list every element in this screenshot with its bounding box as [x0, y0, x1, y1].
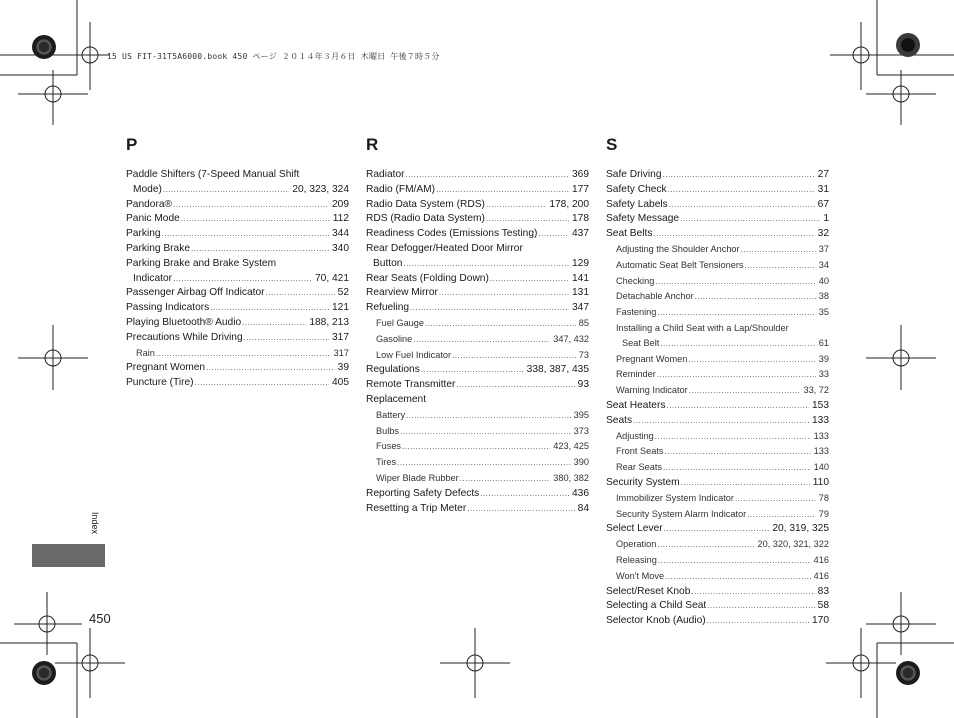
entry-pages[interactable]: 340 — [332, 242, 349, 254]
index-subentry — [606, 336, 829, 352]
index-entry — [366, 242, 589, 257]
leader-dots — [436, 183, 569, 198]
entry-label: Immobilizer System Indicator — [616, 492, 734, 503]
index-subentry — [366, 471, 589, 487]
leader-dots — [655, 430, 811, 445]
index-subentry — [606, 460, 829, 476]
entry-label: Fuel Gauge — [376, 317, 425, 328]
entry-label: Pregnant Women — [616, 353, 688, 364]
index-entry — [366, 227, 589, 242]
index-subentry — [606, 383, 829, 399]
entry-pages[interactable]: 437 — [572, 228, 589, 240]
leader-dots — [657, 538, 754, 553]
leader-dots — [467, 502, 574, 517]
index-entry — [606, 599, 829, 614]
entry-pages[interactable]: 1 — [823, 213, 829, 225]
index-entry — [606, 614, 829, 629]
entry-pages[interactable]: 416 — [813, 570, 829, 581]
leader-dots — [665, 570, 811, 585]
index-entry — [366, 272, 589, 287]
section-letter: P — [126, 135, 138, 154]
entry-pages[interactable]: 34 — [818, 259, 829, 270]
index-subentry — [606, 242, 829, 258]
index-subentry — [606, 569, 829, 585]
entry-label: Front Seats — [616, 446, 664, 457]
entry-label: Seat Belts — [606, 228, 653, 240]
entry-pages[interactable]: 338, 387, 435 — [526, 364, 589, 376]
leader-dots — [664, 522, 770, 537]
entry-pages[interactable]: 39 — [818, 353, 829, 364]
entry-label: Playing Bluetooth® Audio — [126, 316, 242, 328]
leader-dots — [460, 472, 551, 487]
entry-label: Paddle Shifters (7-Speed Manual Shift — [126, 169, 300, 180]
leader-dots — [425, 317, 576, 332]
entry-pages[interactable]: 178 — [572, 213, 589, 225]
index-subentry — [606, 444, 829, 460]
entry-pages[interactable]: 61 — [818, 337, 829, 348]
index-entry — [366, 286, 589, 301]
entry-label: Rear Defogger/Heated Door Mirror — [366, 242, 523, 254]
entry-label: Reminder — [616, 369, 656, 380]
entry-label: Precautions While Driving — [126, 331, 243, 343]
index-entry — [606, 168, 829, 183]
leader-dots — [406, 409, 571, 424]
index-subentry — [366, 316, 589, 332]
index-subentry — [606, 553, 829, 569]
leader-dots — [406, 168, 569, 183]
index-entry — [366, 257, 589, 272]
index-entry — [126, 361, 349, 376]
entry-pages[interactable]: 436 — [572, 487, 589, 499]
registration-target-top-right — [896, 33, 920, 57]
entry-pages[interactable]: 58 — [817, 600, 829, 612]
entry-pages[interactable]: 85 — [578, 317, 589, 328]
entry-label: Fastening — [616, 307, 657, 318]
index-column-r — [366, 135, 589, 516]
leader-dots — [413, 333, 550, 348]
leader-dots — [735, 492, 816, 507]
entry-pages[interactable]: 133 — [813, 430, 829, 441]
leader-dots — [400, 425, 571, 440]
entry-label: Button — [373, 257, 403, 269]
entry-pages[interactable]: 70, 421 — [315, 272, 349, 284]
index-subentry — [366, 439, 589, 455]
index-entry — [366, 198, 589, 213]
leader-dots — [741, 243, 816, 258]
entry-pages[interactable]: 347, 432 — [553, 333, 589, 344]
entry-label: Operation — [616, 539, 657, 550]
entry-label: Refueling — [366, 302, 410, 314]
leader-dots — [707, 599, 814, 614]
entry-label: Seat Belt — [622, 337, 660, 348]
entry-pages[interactable]: 52 — [337, 287, 349, 299]
index-subentry — [606, 274, 829, 290]
entry-pages[interactable]: 78 — [818, 492, 829, 503]
entry-pages[interactable]: 121 — [332, 302, 349, 314]
entry-label: Rear Seats — [616, 462, 662, 473]
entry-pages[interactable]: 380, 382 — [553, 472, 589, 483]
entry-pages[interactable]: 83 — [817, 585, 829, 597]
entry-pages[interactable]: 67 — [817, 198, 829, 210]
leader-dots — [490, 272, 569, 287]
index-subentry — [606, 537, 829, 553]
registration-target-top-left — [32, 35, 56, 59]
leader-dots — [410, 301, 569, 316]
leader-dots — [633, 414, 809, 429]
index-entry — [366, 363, 589, 378]
entry-pages[interactable]: 140 — [813, 462, 829, 473]
index-subentry — [606, 321, 829, 336]
index-entry — [366, 393, 589, 408]
entry-pages[interactable]: 131 — [572, 287, 589, 299]
index-subentry — [366, 408, 589, 424]
entry-pages[interactable]: 141 — [572, 272, 589, 284]
entry-label: Seat Heaters — [606, 399, 666, 411]
entry-label: Checking — [616, 275, 655, 286]
index-entry — [126, 331, 349, 346]
entry-pages[interactable]: 84 — [577, 502, 589, 514]
leader-dots — [162, 227, 329, 242]
index-entry — [366, 168, 589, 183]
index-entry — [606, 198, 829, 213]
entry-pages[interactable]: 317 — [333, 347, 349, 358]
index-subentry — [366, 348, 589, 364]
entry-label: Rain — [136, 347, 155, 358]
index-subentry — [606, 367, 829, 383]
entry-label: Resetting a Trip Meter — [366, 502, 467, 514]
leader-dots — [695, 290, 816, 305]
index-entry — [606, 227, 829, 242]
index-subentry — [606, 258, 829, 274]
index-subentry — [606, 305, 829, 321]
index-entry — [606, 399, 829, 414]
index-entry — [126, 198, 349, 213]
leader-dots — [242, 316, 306, 331]
index-entry — [606, 585, 829, 600]
leader-dots — [669, 198, 815, 213]
entry-pages[interactable]: 93 — [577, 379, 589, 391]
entry-pages[interactable]: 37 — [818, 243, 829, 254]
index-entry — [606, 476, 829, 491]
index-subentry — [366, 455, 589, 471]
index-side-label: Index — [90, 512, 100, 535]
index-subentry — [606, 507, 829, 523]
entry-label: Installing a Child Seat with a Lap/Shoulder — [616, 322, 789, 333]
leader-dots — [173, 198, 329, 213]
leader-dots — [486, 212, 569, 227]
entry-label: Selector Knob (Audio) — [606, 615, 706, 627]
index-entry — [126, 168, 349, 183]
leader-dots — [480, 487, 569, 502]
entry-label: Battery — [376, 409, 406, 420]
entry-label: Seats — [606, 414, 633, 426]
entry-label: Select/Reset Knob — [606, 585, 691, 597]
entry-label: Remote Transmitter — [366, 379, 456, 391]
entry-label: Gasoline — [376, 333, 413, 344]
entry-pages[interactable]: 129 — [572, 257, 589, 269]
entry-pages[interactable]: 31 — [817, 183, 829, 195]
entry-label: Safety Message — [606, 213, 680, 225]
entry-pages[interactable]: 112 — [332, 213, 349, 225]
entry-label: Mode) — [133, 183, 162, 195]
entry-label: Safety Check — [606, 183, 667, 195]
entry-pages[interactable]: 33, 72 — [803, 385, 829, 396]
leader-dots — [666, 399, 809, 414]
entry-pages[interactable]: 405 — [332, 377, 349, 389]
index-entry — [126, 286, 349, 301]
leader-dots — [688, 353, 815, 368]
entry-pages[interactable]: 390 — [573, 457, 589, 468]
leader-dots — [665, 445, 811, 460]
entry-pages[interactable]: 32 — [817, 228, 829, 240]
leader-dots — [403, 257, 569, 272]
entry-label: Warning Indicator — [616, 385, 688, 396]
leader-dots — [655, 275, 815, 290]
entry-label: Rearview Mirror — [366, 287, 438, 299]
entry-label: RDS (Radio Data System) — [366, 213, 485, 225]
leader-dots — [195, 376, 329, 391]
entry-label: Safety Labels — [606, 198, 668, 210]
entry-label: Passenger Airbag Off Indicator — [126, 287, 265, 299]
leader-dots — [657, 306, 815, 321]
index-entry — [126, 301, 349, 316]
leader-dots — [660, 337, 815, 352]
entry-label: Won't Move — [616, 570, 665, 581]
leader-dots — [421, 363, 524, 378]
leader-dots — [452, 349, 576, 364]
entry-pages[interactable]: 423, 425 — [553, 441, 589, 452]
entry-label: Wiper Blade Rubber — [376, 472, 459, 483]
entry-label: Regulations — [366, 364, 420, 376]
registration-target-bottom-right — [896, 661, 920, 685]
leader-dots — [681, 476, 810, 491]
entry-pages[interactable]: 20, 323, 324 — [292, 183, 349, 195]
registration-target-bottom-left — [32, 661, 56, 685]
entry-label: Security System Alarm Indicator — [616, 508, 747, 519]
entry-pages[interactable]: 39 — [337, 362, 349, 374]
entry-pages[interactable]: 110 — [812, 476, 829, 488]
entry-pages[interactable]: 317 — [332, 331, 349, 343]
index-entry — [606, 414, 829, 429]
entry-label: Releasing — [616, 554, 657, 565]
index-entry — [366, 212, 589, 227]
index-entry — [606, 183, 829, 198]
entry-pages[interactable]: 79 — [818, 508, 829, 519]
index-subentry — [126, 346, 349, 362]
entry-pages[interactable]: 178, 200 — [549, 198, 589, 210]
entry-pages[interactable]: 153 — [812, 399, 829, 411]
leader-dots — [402, 440, 550, 455]
leader-dots — [658, 554, 811, 569]
entry-pages[interactable]: 177 — [572, 183, 589, 195]
entry-label: Radio (FM/AM) — [366, 183, 436, 195]
leader-dots — [173, 272, 312, 287]
leader-dots — [680, 212, 820, 227]
index-entry — [366, 487, 589, 502]
entry-label: Puncture (Tire) — [126, 377, 194, 389]
entry-label: Panic Mode — [126, 213, 180, 225]
entry-label: Pregnant Women — [126, 362, 206, 374]
entry-label: Indicator — [133, 272, 173, 284]
index-column-p — [126, 135, 349, 391]
leader-dots — [707, 614, 809, 629]
index-entry — [126, 227, 349, 242]
entry-label: Security System — [606, 476, 680, 488]
index-entry — [126, 257, 349, 272]
index-entry — [366, 502, 589, 517]
entry-pages[interactable]: 20, 320, 321, 322 — [757, 539, 829, 550]
entry-pages[interactable]: 73 — [578, 349, 589, 360]
page-number: 450 — [89, 611, 111, 626]
entry-pages[interactable]: 395 — [573, 409, 589, 420]
entry-pages[interactable]: 373 — [573, 425, 589, 436]
entry-pages[interactable]: 416 — [813, 554, 829, 565]
index-entry — [606, 212, 829, 227]
entry-pages[interactable]: 344 — [332, 228, 349, 240]
index-entry — [606, 522, 829, 537]
leader-dots — [663, 168, 815, 183]
entry-label: Automatic Seat Belt Tensioners — [616, 259, 744, 270]
entry-label: Passing Indicators — [126, 302, 210, 314]
entry-label: Rear Seats (Folding Down) — [366, 272, 489, 284]
entry-label: Adjusting the Shoulder Anchor — [616, 243, 740, 254]
leader-dots — [747, 508, 816, 523]
index-subentry — [606, 289, 829, 305]
leader-dots — [439, 286, 569, 301]
leader-dots — [745, 259, 816, 274]
entry-label: Reporting Safety Defects — [366, 487, 480, 499]
leader-dots — [397, 456, 571, 471]
leader-dots — [657, 368, 816, 383]
entry-label: Select Lever — [606, 523, 663, 535]
entry-pages[interactable]: 369 — [572, 169, 589, 180]
index-entry — [366, 378, 589, 393]
entry-label: Bulbs — [376, 425, 399, 436]
entry-label: Detachable Anchor — [616, 291, 694, 302]
entry-label: Adjusting — [616, 430, 654, 441]
leader-dots — [191, 242, 329, 257]
entry-label: Fuses — [376, 441, 402, 452]
index-subentry — [366, 424, 589, 440]
entry-pages[interactable]: 188, 213 — [309, 316, 349, 328]
entry-pages[interactable]: 33 — [818, 369, 829, 380]
leader-dots — [663, 461, 811, 476]
leader-dots — [156, 347, 331, 362]
leader-dots — [244, 331, 329, 346]
entry-label: Readiness Codes (Emissions Testing) — [366, 228, 538, 240]
entry-pages[interactable]: 35 — [818, 307, 829, 318]
index-subentry — [606, 429, 829, 445]
entry-pages[interactable]: 133 — [812, 414, 829, 426]
index-entry — [366, 183, 589, 198]
entry-label: Tires — [376, 457, 397, 468]
entry-pages[interactable]: 40 — [818, 275, 829, 286]
entry-pages[interactable]: 170 — [812, 615, 829, 627]
entry-pages[interactable]: 27 — [817, 169, 829, 180]
entry-label: Pandora® — [126, 198, 173, 210]
entry-label: Parking Brake and Brake System — [126, 257, 277, 269]
index-column-s — [606, 135, 829, 629]
leader-dots — [689, 384, 801, 399]
index-subentry — [606, 491, 829, 507]
index-entry — [126, 316, 349, 331]
index-entry — [126, 272, 349, 287]
index-side-tab — [32, 544, 105, 567]
entry-label: Parking — [126, 228, 161, 240]
index-subentry — [366, 332, 589, 348]
index-subentry — [606, 352, 829, 368]
leader-dots — [668, 183, 815, 198]
entry-label: Selecting a Child Seat — [606, 600, 707, 612]
print-header-line: 15 US FIT-31T5A6000.book 450 ページ ２０１４年３月６日 木曜日 午後７時５分 — [107, 52, 440, 61]
index-entry — [126, 183, 349, 198]
leader-dots — [653, 227, 814, 242]
section-letter: R — [366, 135, 379, 154]
leader-dots — [163, 183, 289, 198]
entry-pages[interactable]: 133 — [813, 446, 829, 457]
index-entry — [126, 376, 349, 391]
leader-dots — [181, 212, 330, 227]
entry-label: Parking Brake — [126, 242, 190, 254]
leader-dots — [210, 301, 329, 316]
entry-label: Safe Driving — [606, 169, 662, 180]
entry-label: Replacement — [366, 393, 427, 405]
entry-pages[interactable]: 209 — [332, 198, 349, 210]
entry-label: Low Fuel Indicator — [376, 349, 452, 360]
entry-pages[interactable]: 347 — [572, 302, 589, 314]
leader-dots — [691, 585, 814, 600]
entry-label: Radiator — [366, 169, 405, 180]
leader-dots — [456, 378, 574, 393]
leader-dots — [486, 198, 546, 213]
entry-pages[interactable]: 20, 319, 325 — [772, 523, 829, 535]
entry-pages[interactable]: 38 — [818, 291, 829, 302]
leader-dots — [538, 227, 569, 242]
leader-dots — [206, 361, 335, 376]
entry-label: Radio Data System (RDS) — [366, 198, 485, 210]
index-entry — [126, 212, 349, 227]
index-entry — [366, 301, 589, 316]
leader-dots — [266, 286, 335, 301]
index-entry — [126, 242, 349, 257]
section-letter: S — [606, 135, 618, 154]
